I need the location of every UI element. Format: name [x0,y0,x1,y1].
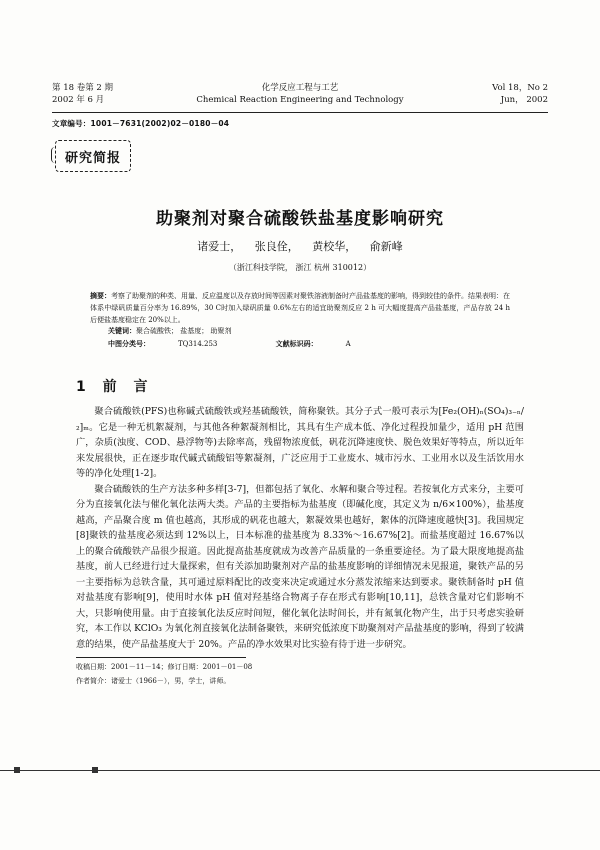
journal-title-cn: 化学反应工程与工艺 [261,83,339,93]
volume-issue: 第 18 卷第 2 期 [52,83,114,93]
clc-label: 中图分类号： [108,340,150,348]
section-label-box [55,140,131,172]
publication-date-en: Jun， 2002 [500,95,548,105]
paragraph-1: 聚合硫酸铁(PFS)也称碱式硫酸铁或羟基硫酸铁，简称聚铁。其分子式一般可表示为[Fe₂(OH)ₙ(SO₄)₃₋ₙ/₂]ₘ。它是一种无机絮凝剂，与其他各种絮凝剂相比，其具有生产成本低、净化过程投加量少，适用 pH 范围广，杂质(浊度、COD、悬浮物等)去除率高，残留物浓度低，矾花沉降速度快、脱色效果好等特点，所以近年来发展很快，正在逐步取代碱式硫酸铝等絮凝剂，广泛应用于工业废水、城市污水、工业用水以及生活饮用水等的净化处理[1-2]。 [76,406,524,479]
scan-mark [14,767,20,773]
keywords [108,326,231,336]
keywords-label: 关键词： [108,327,136,335]
clc-code: TQ314.253 [178,340,218,348]
section-label: 研究简报 [64,150,121,166]
classification [108,339,407,349]
received-date: 收稿日期：2001－11－14；修订日期：2001－01－08 [76,663,253,671]
header-divider [52,112,548,113]
journal-volume-info-en [492,82,548,106]
paper-title: 助聚剂对聚合硫酸铁盐基度影响研究 [156,209,444,229]
scan-edge-line [0,770,600,771]
abstract-text: 考察了助聚剂的种类、用量、反应温度以及存放时间等因素对聚铁溶液制备时产品盐基度的影响，得到较佳的条件。结果表明：在体系中绿矾质量百分率为 16.89%，30 C时加入绿矾质量 0.6%左右的适宜助聚剂反应 2 h 可大幅度提高产品盐基度，产品存放 24 h 后便盐基度稳定在 20%以上。 [90,292,510,324]
scan-mark [92,767,98,773]
publication-date: 2002 年 6 月 [52,95,105,105]
section-heading: 1 前 言 [76,379,154,395]
volume-issue-en: Vol 18，No 2 [492,83,548,93]
journal-title-en: Chemical Reaction Engineering and Technology [196,95,404,105]
journal-title-block [180,82,420,106]
section-body [76,404,524,652]
journal-volume-info [52,82,113,106]
authors: 诸爱士， 张良佺， 黄校华， 俞新峰 [197,240,403,253]
abstract-label: 摘要： [90,292,111,300]
affiliation: （浙江科技学院， 浙江 杭州 310012） [228,263,372,272]
article-number: 文章编号：1001－7631(2002)02－0180－04 [52,119,230,128]
paragraph-2: 聚合硫酸铁的生产方法多种多样[3-7]，但都包括了氧化、水解和聚合等过程。若按氧化方式来分，主要可分为直接氧化法与催化氧化法两大类。产品的主要指标为盐基度（即碱化度，其定义为 n/6×100%），盐基度越高，产品聚合度 m 值也越高，其形成的矾花也越大，絮凝效果也越好，絮体的沉降速度越快[3]。我国规定[8]聚铁的盐基度必须达到 12%以上，日本标准的盐基度为 8.33%～16.67%[2]。而盐基度超过 16.67%以上的聚合硫酸铁产品很少报道。因此提高盐基度就成为改善产品质量的一条重要途径。为了最大限度地提高盐基度，前人已经进行过大量探索，但有关添加助聚剂对产品的盐基度影响的详细情况未见报道，聚铁产品的另一主要指标为总铁含量，其可通过原料配比的改变来决定或通过水分蒸发浓缩来达到要求。聚铁制备时 pH 值对盐基度有影响[9]，使用时水体 pH 值对羟基络合物离子存在形式有影响[10,11]，总铁含量对它们影响不大，只影响使用量。由于直接氧化法反应时间短，催化氧化法时间长，并有氮氧化物产生，出于只考虑实验研究，本工作以 KClO₃ 为氧化剂直接氧化法制备聚铁，来研究低浓度下助聚剂对产品盐基度的影响，得到了较满意的结果，使产品盐基度大于 20%。产品的净水效果对比实验有待于进一步研究。 [76,483,524,650]
doc-code: A [345,340,351,348]
doc-code-label: 文献标识码： [275,340,318,348]
footnote-divider [76,657,246,658]
keywords-text: 聚合硫酸铁； 盐基度； 助聚剂 [136,327,232,335]
author-bio: 作者简介：诸爱士（1966－），男，学士，讲师。 [76,677,231,685]
abstract [90,290,510,326]
